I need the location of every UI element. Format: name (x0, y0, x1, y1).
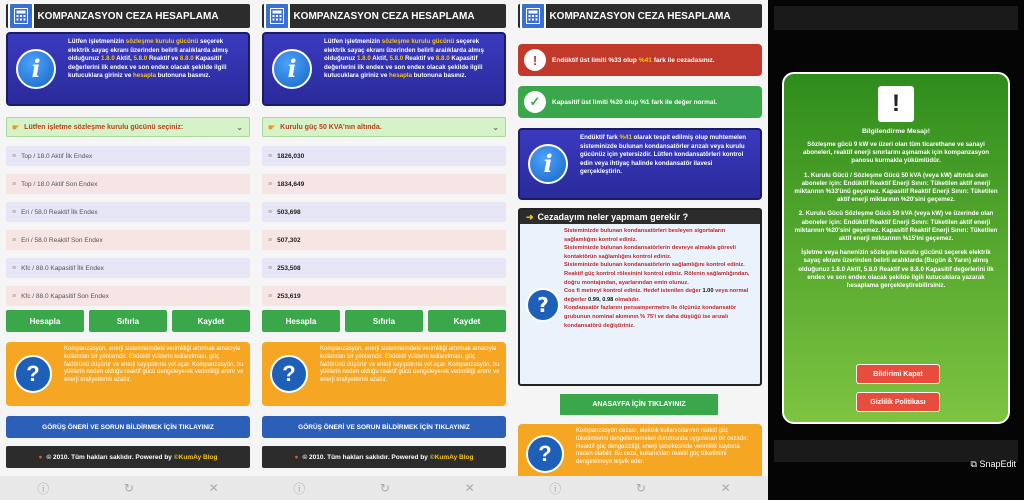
instructions-box: i Lütfen işletmenizin sözleşme kurulu gücünü seçerek elektrik sayaç ekranı üzerinden belirli aralıklarda almış olduğunuz 1.8.0 Aktif, 5.8.0 Reaktif ve 8.8.0 Kapasitif değerlerini ilk endex ve son endex olacak şekilde ilgili kutucuklara giriniz ve hesapla butonuna basınız. (6, 32, 250, 106)
modal-paragraph: 2. Kurulu Gücü Sözleşme Gücü 50 kVA (veya kW) ve üzerinde olan aboneler için: Endüktif Reaktif Enerji Sınırı: Tüketilen aktif enerji miktarının %20'sini geçemez. Kapasitif Reaktif Enerji Sınırı: Tüketilen aktif enerji miktarının %15'ini geçemez. (794, 210, 998, 243)
info-icon: i (16, 49, 56, 89)
feedback-button[interactable]: GÖRÜŞ ÖNERİ VE SORUN BİLDİRMEK İÇİN TIKLAYINIZ (262, 416, 506, 438)
title-bar (518, 4, 762, 28)
chevron-down-icon: ⌄ (236, 122, 243, 132)
modal-title: Bilgilendirme Mesajı! (862, 128, 930, 135)
feedback-button[interactable]: GÖRÜŞ ÖNERİ VE SORUN BİLDİRMEK İÇİN TIKLAYINIZ (6, 416, 250, 438)
number-icon: ≡ (268, 236, 273, 244)
about-box: ? Kompanzasyon, enerji sistemlerindeki verimliliği artırmak amacıyla kullanılan bir yöntemdir. Endüktif yüklerin kullanılması, güç faktörünü düşürür ve enerji kayıplarına yol açar. Kompanzasyon, bu yüklerin neden olduğu reaktif gücü dengeleyerek verimliliği artırır ve enerji maliyetlerini azaltır. (262, 342, 506, 406)
contract-power-select[interactable] (262, 117, 506, 137)
capacitive-last-index-input[interactable]: ≡ Kfc / 88.0 Kapasitif Son Endex (6, 286, 250, 306)
close-nav-icon[interactable]: ✕ (720, 481, 731, 495)
app-title: KOMPANZASYON CEZA HESAPLAMA (549, 10, 731, 22)
info-nav-icon[interactable]: ⓘ (293, 481, 306, 496)
pointer-icon: ☛ (268, 122, 276, 132)
close-nav-icon[interactable]: ✕ (464, 481, 475, 495)
snapedit-watermark: ⧉ SnapEdit (970, 459, 1016, 469)
number-icon: ≡ (268, 264, 273, 272)
number-icon: ≡ (268, 292, 273, 300)
advice-panel (518, 208, 762, 386)
reactive-first-index-input[interactable]: ≡ 503,698 (262, 202, 506, 222)
question-icon: ? (526, 288, 560, 322)
app-title: KOMPANZASYON CEZA HESAPLAMA (37, 10, 219, 22)
pointer-icon: ☛ (12, 122, 20, 132)
save-button[interactable]: Kaydet (172, 310, 250, 332)
reactive-last-index-input[interactable]: ≡ 507,302 (262, 230, 506, 250)
capacitive-alert: ✓ Kapasitif üst limiti %20 olup %1 fark ile değer normal. (518, 86, 762, 118)
active-first-index-input[interactable]: ≡ 1826,030 (262, 146, 506, 166)
question-icon: ? (14, 355, 52, 393)
capacitive-first-index-input[interactable]: ≡ Kfc / 88.0 Kapasitif İlk Endex (6, 258, 250, 278)
capacitive-last-index-input[interactable]: ≡ 253,619 (262, 286, 506, 306)
number-icon: ≡ (12, 180, 17, 188)
advice-title: ➜ Cezadayım neler yapmam gerekir ? (520, 210, 760, 224)
info-icon: i (272, 49, 312, 89)
info-nav-icon[interactable]: ⓘ (37, 481, 50, 496)
select-placeholder: Lütfen işletme sözleşme kurulu gücünü seçiniz: (24, 123, 184, 131)
save-button[interactable]: Kaydet (428, 310, 506, 332)
reset-button[interactable]: Sıfırla (345, 310, 423, 332)
info-modal (782, 72, 1010, 424)
calculator-icon (8, 2, 34, 30)
title-bar (6, 4, 250, 28)
calculate-button[interactable]: Hesapla (262, 310, 340, 332)
footer: ● © 2010. Tüm hakları saklıdır. Powered by ©KumAy Blog (262, 446, 506, 468)
number-icon: ≡ (12, 264, 17, 272)
title-bar (262, 4, 506, 28)
snapedit-icon: ⧉ (970, 459, 977, 469)
number-icon: ≡ (12, 236, 17, 244)
screen-form-filled (256, 0, 512, 500)
check-icon: ✓ (524, 91, 546, 113)
calculator-icon (520, 2, 546, 30)
calculate-button[interactable]: Hesapla (6, 310, 84, 332)
arrow-icon: ➜ (526, 211, 534, 222)
bottom-nav (256, 476, 512, 500)
advice-list: Sisteminizde bulunan kondansatörleri besleyen sigortaların sağlamlığını kontrol ediniz. Sisteminizde bulunan kondansatörlerin devreye almakla görevli kontaktörün sağlamlığını kontrol ediniz. Sisteminizde bulunan kondansatörlerin sağlamlığını kontrol ediniz. Reaktif güç kontrol rölesinini kontrol ediniz. Rölenin sağlamlığından, doğru montajından, ayarlarından emin olunuz. Cos fi metreyi kontrol ediniz. Hedef istenilen değer 1.00 veya normal değerler 0.99, 0.98 olmalıdır. Kondansatör fazlarını pensampermetre ile ölçünüz kondansatör grubunun nominal akımının % 75'i ve daha düşüğü ise arızalı kondansatörü değiştiriniz. (564, 228, 750, 329)
instructions-box: i Lütfen işletmenizin sözleşme kurulu gücünü seçerek elektrik sayaç ekranı üzerinden belirli aralıklarda almış olduğunuz 1.8.0 Aktif, 5.8.0 Reaktif ve 8.8.0 Kapasitif değerlerini ilk endex ve son endex olacak şekilde ilgili kutucuklara giriniz ve hesapla butonuna basınız. (262, 32, 506, 106)
screen-info-modal (768, 0, 1024, 500)
screen-form-empty (0, 0, 256, 500)
reactive-last-index-input[interactable]: ≡ Eri / 58.0 Reaktif Son Endex (6, 230, 250, 250)
modal-paragraph: İşletme veya hanenizin sözleşme kurulu gücünü seçerek elektrik sayaç ekranı üzerinden belirli aralıklarda (Bugün & Yarın) almış olduğunuz 1.8.0 Aktif, 5.8.0 Reaktif ve 8.8.0 Kapasitif değerlerini ilk endex ve son endex olacak şekilde ilgili kutucuklara yazarak hesaplama gerçekleştirebilirsiniz. (798, 249, 994, 290)
reactive-first-index-input[interactable]: ≡ Eri / 58.0 Reaktif İlk Endex (6, 202, 250, 222)
refresh-nav-icon[interactable]: ↻ (379, 481, 390, 495)
number-icon: ≡ (268, 180, 273, 188)
penalty-info-box: ? Kompanzasyon cezası, elektrik kullanıcılarının reaktif güç tüketimlerini dengelememeleri durumunda uygulanan bir cezadır. Reaktif güç dengesizliği, enerji şebekesinde verimlilik kaybına neden olabilir. Bu ceza, kullanıcıları reaktif güç tüketimini dengelemeye teşvik eder. (518, 424, 762, 484)
modal-paragraph: 1. Kurulu Gücü / Sözleşme Gücü 50 kVA (veya kW) altında olan aboneler için: Endüktif Reaktif Enerji Sınırı: Tüketilen aktif enerji miktarının %33'ünü geçemez. Kapasitif Reaktif Enerji Sınırı: Tüketilen aktif enerji miktarının %20'sini geçemez. (794, 171, 998, 204)
close-notification-button[interactable]: Bildirimi Kapat (856, 364, 940, 384)
bottom-nav (512, 476, 768, 500)
active-last-index-input[interactable]: ≡ 1834,649 (262, 174, 506, 194)
privacy-policy-button[interactable]: Gizlilik Politikası (856, 392, 940, 412)
active-first-index-input[interactable]: ≡ Top / 18.0 Aktif İlk Endex (6, 146, 250, 166)
modal-paragraph: Sözleşme gücü 9 kW ve üzeri olan tüm ticarethane ve sanayi aboneleri, reaktif enerji sınırlarını aşmamak için kompanzasyon panosu kurmakla yükümlüdür. (802, 141, 990, 165)
close-nav-icon[interactable]: ✕ (208, 481, 219, 495)
inductive-alert: ! Endüktif üst limiti %33 olup %41 fark ile cezadasınız. (518, 44, 762, 76)
bottom-nav (0, 476, 256, 500)
exclamation-icon: ! (878, 86, 914, 122)
number-icon: ≡ (12, 208, 17, 216)
footer: ● © 2010. Tüm hakları saklıdır. Powered by ©KumAy Blog (6, 446, 250, 468)
screen-results (512, 0, 768, 500)
number-icon: ≡ (268, 152, 273, 160)
refresh-nav-icon[interactable]: ↻ (635, 481, 646, 495)
question-icon: ? (270, 355, 308, 393)
number-icon: ≡ (12, 152, 17, 160)
chevron-down-icon: ⌄ (492, 122, 499, 132)
contract-power-select[interactable] (6, 117, 250, 137)
capacitive-first-index-input[interactable]: ≡ 253,508 (262, 258, 506, 278)
number-icon: ≡ (12, 292, 17, 300)
select-value: Kurulu güç 50 KVA'nın altında. (280, 123, 382, 131)
app-title: KOMPANZASYON CEZA HESAPLAMA (293, 10, 475, 22)
exclamation-icon: ! (524, 49, 546, 71)
reset-button[interactable]: Sıfırla (89, 310, 167, 332)
info-nav-icon[interactable]: ⓘ (549, 481, 562, 496)
question-icon: ? (526, 435, 564, 473)
about-box: ? Kompanzasyon, enerji sistemlerindeki verimliliği artırmak amacıyla kullanılan bir yöntemdir. Endüktif yüklerin kullanılması, güç faktörünü düşürür ve enerji kayıplarına yol açar. Kompanzasyon, bu yüklerin neden olduğu reaktif gücü dengeleyerek verimliliği artırır ve enerji maliyetlerini azaltır. (6, 342, 250, 406)
active-last-index-input[interactable]: ≡ Top / 18.0 Aktif Son Endex (6, 174, 250, 194)
info-icon: i (528, 144, 568, 184)
dimmed-title-bar (774, 6, 1018, 30)
result-detail-box: i Endüktif fark %41 olarak tespit edilmiş olup muhtemelen sisteminizde bulunan kondansatörler arızalı veya kurulu gücünüz için yetersizdir. Lütfen kondansatörleri kontrol edin veya ihtiyaç halinde kondansatör ilavesi gerçekleştirin. (518, 128, 762, 200)
refresh-nav-icon[interactable]: ↻ (123, 481, 134, 495)
home-button[interactable]: ANASAYFA İÇİN TIKLAYINIZ (560, 394, 718, 415)
calculator-icon (264, 2, 290, 30)
number-icon: ≡ (268, 208, 273, 216)
